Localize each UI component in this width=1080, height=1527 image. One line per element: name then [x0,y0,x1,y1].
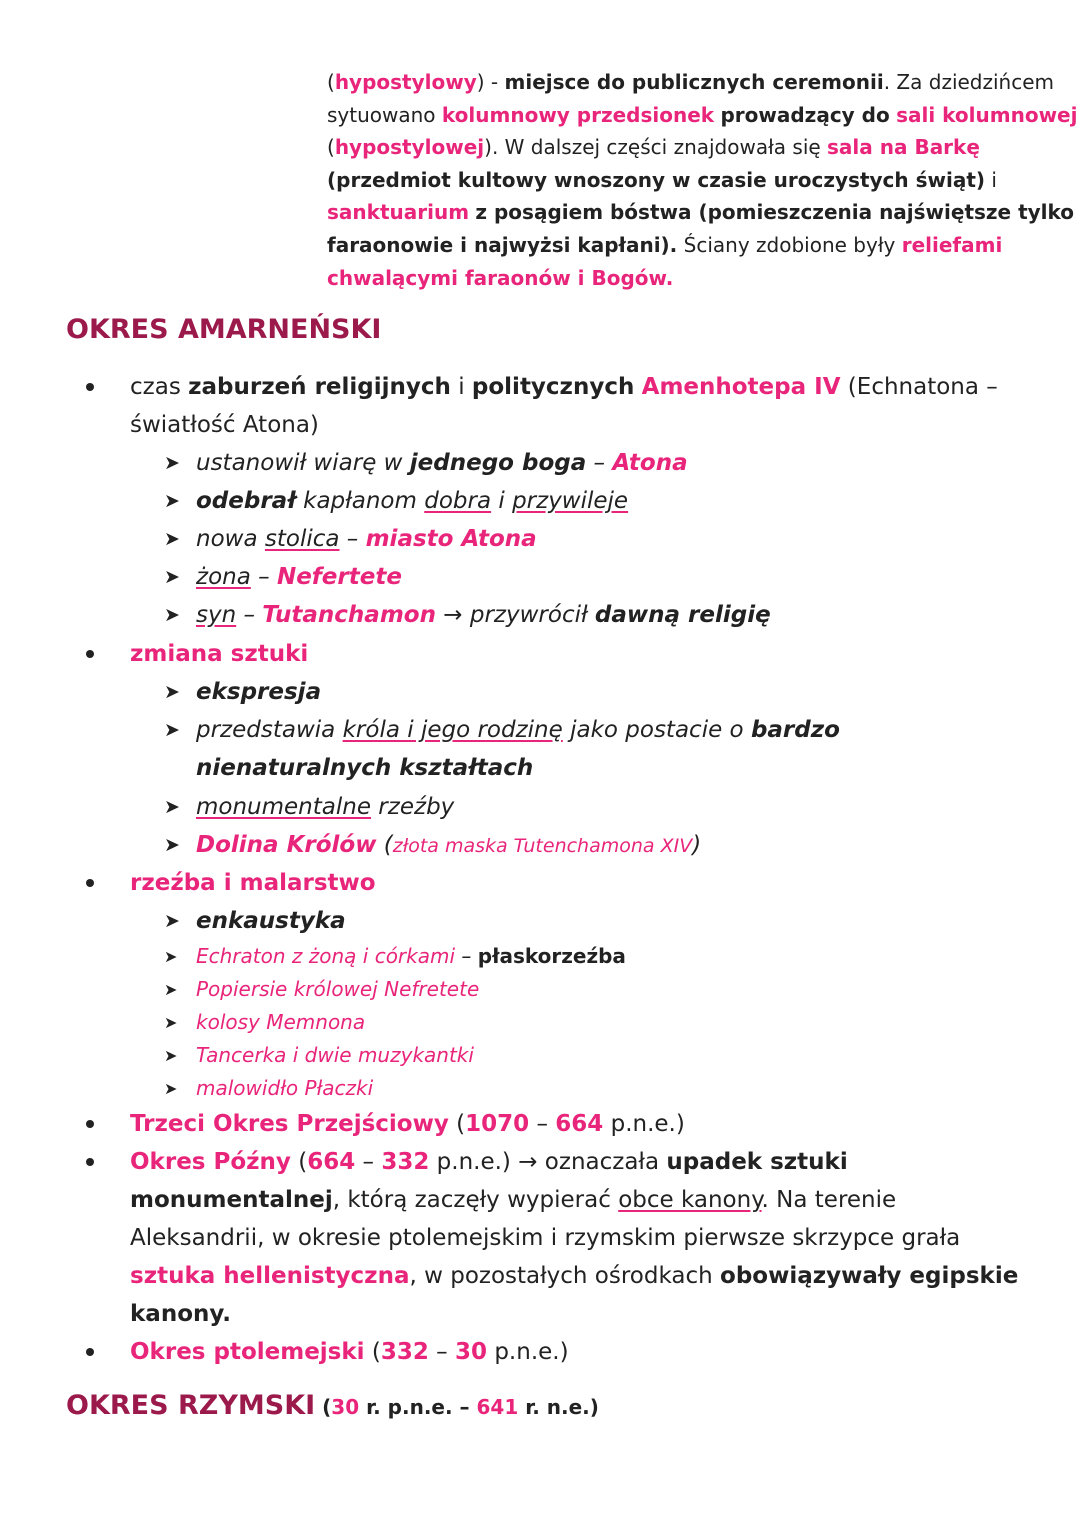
bullet-continuation: Aleksandrii, w okresie ptolemejskim i rzymskim pierwsze skrzypce grała [130,1225,961,1251]
sub-bullet-item: ➤ malowidło Płaczki [196,1072,373,1105]
sub-bullet-item: ➤ Tancerka i dwie muzykantki [196,1039,474,1072]
bullet-dot-icon [86,879,94,887]
arrow-bullet-icon: ➤ [164,796,180,818]
arrow-bullet-icon: ➤ [164,490,180,512]
arrow-bullet-icon: ➤ [164,947,178,966]
intro-line: sanktuarium z posągiem bóstwa (pomieszczenia najświętsze tylko [327,200,1075,225]
sub-bullet-item: ➤ enkaustyka [196,902,346,940]
intro-line: (hypostylowej). W dalszej części znajdowała się sala na Barkę [327,135,980,160]
sub-bullet-item: ➤ syn – Tutanchamon → przywrócił dawną religię [196,596,771,634]
intro-line: chwalącymi faraonów i Bogów. [327,265,674,290]
arrow-bullet-icon: ➤ [164,980,178,999]
sub-bullet-item: ➤ Echraton z żoną i córkami – płaskorzeźba [196,940,626,973]
sub-bullet-item: ➤ żona – Nefertete [196,558,402,596]
arrow-bullet-icon: ➤ [164,452,180,474]
intro-line: sytuowano kolumnowy przedsionek prowadzący do sali kolumnowej [327,102,1078,127]
bullet-dot-icon [86,383,94,391]
arrow-bullet-icon: ➤ [164,719,180,741]
bullet-item: czas zaburzeń religijnych i politycznych Amenhotepa IV (Echnatona – [130,368,998,406]
bullet-dot-icon [86,1348,94,1356]
sub-bullet-item: ➤ przedstawia króla i jego rodzinę jako postacie o bardzo [196,711,840,749]
bullet-item: zmiana sztuki [130,635,308,673]
arrow-bullet-icon: ➤ [164,604,180,626]
sub-bullet-item: ➤ odebrał kapłanom dobra i przywileje [196,482,628,520]
intro-line: faraonowie i najwyżsi kapłani). Ściany zdobione były reliefami [327,232,1003,257]
sub-bullet-item: ➤ ustanowił wiarę w jednego boga – Atona [196,444,688,482]
arrow-bullet-icon: ➤ [164,834,180,856]
intro-paragraph [327,66,1078,294]
arrow-bullet-icon: ➤ [164,681,180,703]
bullet-item: Okres Późny (664 – 332 p.n.e.) → oznaczała upadek sztuki [130,1143,848,1181]
sub-bullet-continuation: nienaturalnych kształtach [196,755,534,781]
intro-line: (przedmiot kultowy wnoszony w czasie uroczystych świąt) i [327,167,997,192]
section-heading-amarna: OKRES AMARNEŃSKI [66,314,382,345]
section-heading-rzymski: OKRES RZYMSKI (30 r. p.n.e. – 641 r. n.e.) [66,1390,599,1421]
arrow-bullet-icon: ➤ [164,528,180,550]
sub-bullet-item: ➤ nowa stolica – miasto Atona [196,520,537,558]
intro-line: (hypostylowy) - miejsce do publicznych ceremonii. Za dziedzińcem [327,70,1055,94]
arrow-bullet-icon: ➤ [164,1046,178,1065]
arrow-bullet-icon: ➤ [164,1013,178,1032]
bullet-item: Trzeci Okres Przejściowy (1070 – 664 p.n.e.) [130,1105,685,1143]
bullet-item: rzeźba i malarstwo [130,864,376,902]
bullet-dot-icon [86,1158,94,1166]
bullet-continuation: sztuka hellenistyczna, w pozostałych ośrodkach obowiązywały egipskie [130,1263,1019,1289]
bullet-item: Okres ptolemejski (332 – 30 p.n.e.) [130,1333,569,1371]
sub-bullet-item: ➤ ekspresja [196,673,321,711]
arrow-bullet-icon: ➤ [164,910,180,932]
arrow-bullet-icon: ➤ [164,1079,178,1098]
sub-bullet-item: ➤ Popiersie królowej Nefretete [196,973,479,1006]
arrow-bullet-icon: ➤ [164,566,180,588]
bullet-continuation: światłość Atona) [130,412,319,438]
sub-bullet-item: ➤ kolosy Memnona [196,1006,365,1039]
sub-bullet-item: ➤ Dolina Królów (złota maska Tutenchamona XIV) [196,826,701,865]
bullet-dot-icon [86,1120,94,1128]
bullet-dot-icon [86,650,94,658]
bullet-continuation: kanony. [130,1301,231,1327]
bullet-continuation: monumentalnej, którą zaczęły wypierać obce kanony. Na terenie [130,1187,897,1213]
sub-bullet-item: ➤ monumentalne rzeźby [196,788,454,826]
